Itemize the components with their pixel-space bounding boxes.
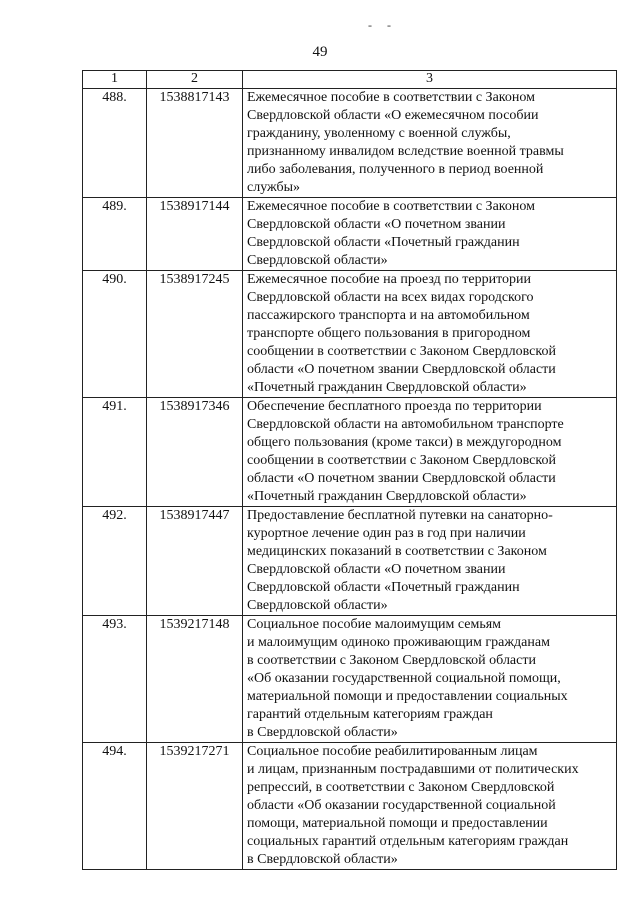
description-line: Социальное пособие реабилитированным лицам [247,744,538,759]
row-code: 1538817143 [147,89,243,198]
description-line: области «Об оказании государственной социальной [247,798,556,813]
description-line: репрессий, в соответствии с Законом Свердловской [247,780,555,795]
table-row [83,198,617,271]
row-code: 1539217148 [147,616,243,743]
row-number: 494. [83,743,147,870]
description-line: пассажирского транспорта и на автомобильном [247,308,530,323]
row-code: 1538917144 [147,198,243,271]
row-code: 1538917346 [147,398,243,507]
description-line: медицинских показаний в соответствии с Законом [247,544,547,559]
description-line: общего пользования (кроме такси) в междугородном [247,435,562,450]
description-line: Свердловской области «Почетный гражданин [247,580,520,595]
table-header-row [83,71,617,89]
row-code: 1538917245 [147,271,243,398]
description-line: Свердловской области на всех видах городского [247,290,534,305]
description-line: Свердловской области «Почетный гражданин [247,235,520,250]
row-code: 1539217271 [147,743,243,870]
description-line: «Почетный гражданин Свердловской области» [247,489,527,504]
description-line: Обеспечение бесплатного проезда по территории [247,399,542,414]
description-line: транспорте общего пользования в пригородном [247,326,531,341]
row-number: 491. [83,398,147,507]
description-line: сообщении в соответствии с Законом Свердловской [247,344,556,359]
table-body [83,89,617,870]
description-line: Социальное пособие малоимущим семьям [247,617,502,632]
description-line: Предоставление бесплатной путевки на санаторно- [247,508,553,523]
row-description [243,616,617,743]
column-header-number: 1 [83,71,147,89]
description-line: в Свердловской области» [247,852,398,867]
description-line: в Свердловской области» [247,725,398,740]
description-line: гражданину, уволенному с военной службы, [247,126,511,141]
row-number: 489. [83,198,147,271]
description-line: Свердловской области» [247,598,388,613]
row-number: 490. [83,271,147,398]
description-line: курортное лечение один раз в год при наличии [247,526,526,541]
row-number: 488. [83,89,147,198]
description-line: «Об оказании государственной социальной помощи, [247,671,561,686]
description-line: Свердловской области «О ежемесячном пособии [247,108,539,123]
description-line: и лицам, признанным пострадавшими от политических [247,762,579,777]
row-description [243,398,617,507]
description-line: Ежемесячное пособие в соответствии с Законом [247,90,535,105]
description-line: области «О почетном звании Свердловской области [247,362,556,377]
description-line: Ежемесячное пособие в соответствии с Законом [247,199,535,214]
description-line: помощи, материальной помощи и предоставлении [247,816,548,831]
table-row [83,743,617,870]
description-line: службы» [247,180,301,195]
description-line: либо заболевания, полученного в период военной [247,162,544,177]
description-line: признанному инвалидом вследствие военной травмы [247,144,564,159]
row-description [243,743,617,870]
column-header-code: 2 [147,71,243,89]
description-line: материальной помощи и предоставлении социальных [247,689,568,704]
description-line: «Почетный гражданин Свердловской области» [247,380,527,395]
row-number: 493. [83,616,147,743]
row-description [243,507,617,616]
row-description [243,89,617,198]
document-table [82,70,617,870]
description-line: в соответствии с Законом Свердловской области [247,653,536,668]
description-line: и малоимущим одиноко проживающим гражданам [247,635,550,650]
row-description [243,271,617,398]
description-line: Свердловской области» [247,253,388,268]
row-code: 1538917447 [147,507,243,616]
row-description [243,198,617,271]
description-line: социальных гарантий отдельным категориям граждан [247,834,569,849]
row-number: 492. [83,507,147,616]
description-line: гарантий отдельным категориям граждан [247,707,493,722]
description-line: Свердловской области «О почетном звании [247,217,506,232]
description-line: Ежемесячное пособие на проезд по территории [247,272,532,287]
description-line: Свердловской области «О почетном звании [247,562,506,577]
description-line: области «О почетном звании Свердловской области [247,471,556,486]
table-row [83,398,617,507]
table-row [83,616,617,743]
page-number: 49 [312,44,328,60]
table-row [83,271,617,398]
table-row [83,507,617,616]
scan-mark: - - [368,18,397,32]
description-line: Свердловской области на автомобильном транспорте [247,417,564,432]
table-row [83,89,617,198]
column-header-description: 3 [243,71,617,89]
description-line: сообщении в соответствии с Законом Свердловской [247,453,556,468]
